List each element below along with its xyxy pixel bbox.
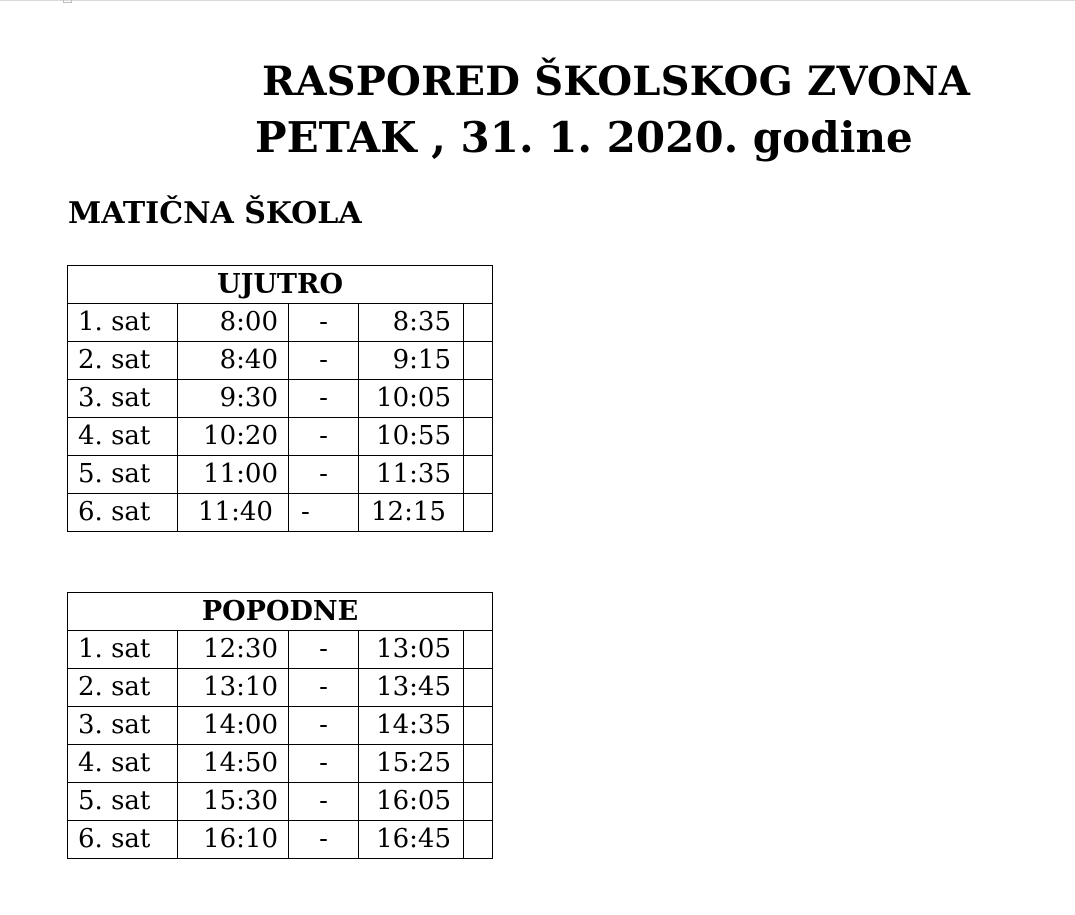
end-time-cell: 14:35: [359, 707, 464, 745]
table-row: [68, 821, 493, 859]
dash-cell: -: [289, 456, 359, 494]
empty-cell: [464, 821, 493, 859]
lesson-cell: 3. sat: [68, 380, 178, 418]
section-heading: MATIČNA ŠKOLA: [68, 196, 362, 231]
empty-cell: [464, 304, 493, 342]
morning-header: UJUTRO: [68, 266, 493, 304]
start-time-cell: 11:00: [178, 456, 289, 494]
dash-cell: -: [289, 821, 359, 859]
end-time-cell: 13:45: [359, 669, 464, 707]
empty-cell: [464, 418, 493, 456]
start-time-cell: 12:30: [178, 631, 289, 669]
table-row: [68, 745, 493, 783]
end-time-cell: 12:15: [359, 494, 464, 532]
table-header-row: [68, 266, 493, 304]
end-time-cell: 8:35: [359, 304, 464, 342]
table-row: [68, 631, 493, 669]
lesson-cell: 5. sat: [68, 456, 178, 494]
empty-cell: [464, 707, 493, 745]
end-time-cell: 13:05: [359, 631, 464, 669]
page-top-edge: [0, 0, 1075, 2]
table-row: [68, 783, 493, 821]
end-time-cell: 16:05: [359, 783, 464, 821]
end-time-cell: 11:35: [359, 456, 464, 494]
table-row: [68, 707, 493, 745]
lesson-cell: 2. sat: [68, 342, 178, 380]
dash-cell: -: [289, 783, 359, 821]
end-time-cell: 10:55: [359, 418, 464, 456]
end-time-cell: 10:05: [359, 380, 464, 418]
table-row: [68, 380, 493, 418]
page-title: RASPORED ŠKOLSKOG ZVONA: [262, 58, 971, 105]
start-time-cell: 15:30: [178, 783, 289, 821]
end-time-cell: 16:45: [359, 821, 464, 859]
start-time-cell: 11:40: [178, 494, 289, 532]
start-time-cell: 13:10: [178, 669, 289, 707]
empty-cell: [464, 631, 493, 669]
lesson-cell: 5. sat: [68, 783, 178, 821]
lesson-cell: 1. sat: [68, 631, 178, 669]
start-time-cell: 10:20: [178, 418, 289, 456]
dash-cell: -: [289, 631, 359, 669]
lesson-cell: 6. sat: [68, 494, 178, 532]
start-time-cell: 14:50: [178, 745, 289, 783]
dash-cell: -: [289, 707, 359, 745]
table-row: [68, 342, 493, 380]
end-time-cell: 9:15: [359, 342, 464, 380]
empty-cell: [464, 783, 493, 821]
table-row: [68, 456, 493, 494]
empty-cell: [464, 669, 493, 707]
empty-cell: [464, 380, 493, 418]
lesson-cell: 1. sat: [68, 304, 178, 342]
morning-schedule-table: [67, 265, 493, 532]
dash-cell: -: [289, 380, 359, 418]
start-time-cell: 14:00: [178, 707, 289, 745]
corner-mark-icon: [63, 0, 72, 3]
dash-cell: -: [289, 745, 359, 783]
start-time-cell: 9:30: [178, 380, 289, 418]
lesson-cell: 4. sat: [68, 418, 178, 456]
empty-cell: [464, 494, 493, 532]
start-time-cell: 8:00: [178, 304, 289, 342]
empty-cell: [464, 342, 493, 380]
lesson-cell: 6. sat: [68, 821, 178, 859]
table-row: [68, 304, 493, 342]
dash-cell: -: [289, 418, 359, 456]
dash-cell: -: [289, 304, 359, 342]
empty-cell: [464, 456, 493, 494]
end-time-cell: 15:25: [359, 745, 464, 783]
empty-cell: [464, 745, 493, 783]
table-header-row: [68, 593, 493, 631]
lesson-cell: 2. sat: [68, 669, 178, 707]
afternoon-schedule-table: [67, 592, 493, 859]
dash-cell: -: [289, 494, 359, 532]
start-time-cell: 8:40: [178, 342, 289, 380]
afternoon-header: POPODNE: [68, 593, 493, 631]
lesson-cell: 3. sat: [68, 707, 178, 745]
table-row: [68, 418, 493, 456]
dash-cell: -: [289, 669, 359, 707]
lesson-cell: 4. sat: [68, 745, 178, 783]
start-time-cell: 16:10: [178, 821, 289, 859]
table-row: [68, 669, 493, 707]
page-subtitle-date: PETAK , 31. 1. 2020. godine: [255, 113, 913, 162]
table-row: [68, 494, 493, 532]
dash-cell: -: [289, 342, 359, 380]
